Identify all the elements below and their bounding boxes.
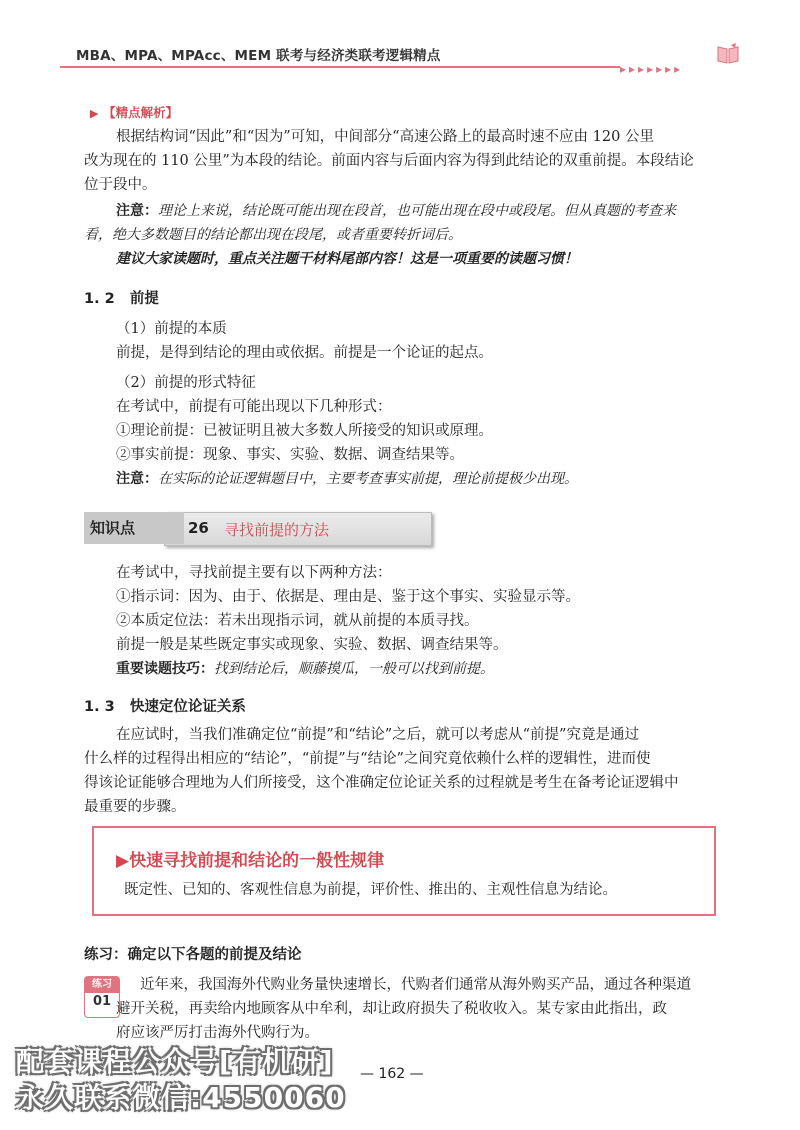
- header-divider: [60, 66, 620, 68]
- kp-number: 26: [188, 519, 209, 537]
- section-1-3-num: 1. 3: [84, 699, 115, 715]
- section-1-2-num: 1. 2: [84, 291, 115, 307]
- exercise-heading: 练习：确定以下各题的前提及结论: [84, 947, 302, 963]
- rule-box: [92, 826, 716, 916]
- kp-intro: 在考试中，寻找前提主要有以下两种方法：: [116, 565, 392, 581]
- premise-item-1: ①理论前提：已被证明且被大多数人所接受的知识或原理。: [116, 423, 493, 439]
- triangle-icon: ▶: [90, 107, 99, 120]
- premise-note: [116, 468, 578, 490]
- exercise-badge: [84, 976, 120, 1018]
- knowledge-point-label: [84, 512, 184, 544]
- premise-note-label: 注意：: [116, 471, 158, 487]
- section-1-3-heading: [84, 696, 246, 718]
- knowledge-point-banner: [84, 508, 354, 544]
- premise-sub-2-text: 在考试中，前提有可能出现以下几种形式：: [116, 399, 392, 415]
- exercise-line-1: 近年来，我国海外代购业务量快速增长，代购者们通常从海外购买产品，通过各种渠道: [140, 977, 691, 993]
- analysis-note-3: 建议大家读题时，重点关注题干材料尾部内容！这是一项重要的读题习惯！: [116, 251, 578, 267]
- page-header: [60, 40, 740, 76]
- premise-sub-1-text: 前提，是得到结论的理由或依据。前提是一个论证的起点。: [116, 345, 493, 361]
- analysis-line-2: 改为现在的 110 公里”为本段的结论。前面内容与后面内容为得到此结论的双重前提。本段结论: [84, 153, 694, 169]
- note-label: 注意：: [116, 203, 158, 219]
- section-1-2-heading: [84, 288, 159, 310]
- kp-title: 寻找前提的方法: [224, 521, 330, 539]
- watermark-line-1: 配套课程公众号[有机研]: [16, 1045, 334, 1078]
- page-number: — 162 —: [360, 1066, 424, 1082]
- exercise-badge-number: 01: [92, 994, 112, 1009]
- analysis-label-row: [90, 102, 178, 125]
- header-title: MBA、MPA、MPAcc、MEM 联考与经济类联考逻辑精点: [76, 48, 441, 64]
- kp-method-2: ②本质定位法：若未出现指示词，就从前提的本质寻找。: [116, 613, 479, 629]
- section-1-3-line-2: 什么样的过程得出相应的“结论”，“前提”与“结论”之间究竟依赖什么样的逻辑性，进而使: [84, 751, 651, 767]
- note-text-1: 理论上来说，结论既可能出现在段首，也可能出现在段中或段尾。但从真题的考查来: [158, 203, 676, 219]
- premise-sub-1: （1）前提的本质: [116, 321, 227, 337]
- section-1-3-title: 快速定位论证关系: [129, 699, 246, 715]
- exercise-line-3: 府应该严厉打击海外代购行为。: [116, 1025, 319, 1041]
- kp-method-1: ①指示词：因为、由于、依据是、理由是、鉴于这个事实、实验显示等。: [116, 589, 580, 605]
- premise-sub-2: （2）前提的形式特征: [116, 375, 256, 391]
- watermark-line-2: 永久联系微信:4550060: [16, 1081, 346, 1114]
- rule-title: ▶快速寻找前提和结论的一般性规律: [116, 851, 385, 871]
- kp-tip-text: 找到结论后，顺藤摸瓜，一般可以找到前提。: [214, 661, 494, 677]
- kp-tip: [116, 658, 494, 680]
- kp-tip-label: 重要读题技巧：: [116, 661, 214, 677]
- kp-method-3: 前提一般是某些既定事实或现象、实验、数据、调查结果等。: [116, 637, 508, 653]
- analysis-note-2: 看，绝大多数题目的结论都出现在段尾，或者重要转折词后。: [84, 227, 462, 243]
- section-1-3-line-4: 最重要的步骤。: [84, 799, 186, 815]
- rule-body: 既定性、已知的、客观性信息为前提，评价性、推出的、主观性信息为结论。: [124, 882, 617, 898]
- exercise-line-2: 避开关税，再卖给内地顾客从中牟利，却让政府损失了税收收入。某专家由此指出，政: [116, 1001, 667, 1017]
- book-icon: [716, 42, 740, 66]
- header-dots: ▸▸▸▸▸▸▸: [620, 62, 684, 76]
- section-1-3-line-1: 在应试时，当我们准确定位“前提”和“结论”之后，就可以考虑从“前提”究竟是通过: [116, 727, 639, 743]
- section-1-3-line-3: 得该论证能够合理地为人们所接受，这个准确定位论证关系的过程就是考生在备考论证逻辑中: [84, 775, 679, 791]
- premise-note-text: 在实际的论证逻辑题目中，主要考查事实前提，理论前提极少出现。: [158, 471, 578, 487]
- kp-label-text: 知识点: [90, 519, 136, 537]
- analysis-label: 【精点解析】: [103, 105, 179, 120]
- premise-item-2: ②事实前提：现象、事实、实验、数据、调查结果等。: [116, 447, 464, 463]
- analysis-note-1: [116, 200, 676, 222]
- analysis-line-1: 根据结构词“因此”和“因为”可知，中间部分“高速公路上的最高时速不应由 120 公里: [116, 129, 654, 145]
- analysis-line-3: 位于段中。: [84, 177, 157, 193]
- section-1-2-title: 前提: [129, 291, 159, 307]
- exercise-badge-label: 练习: [85, 977, 119, 993]
